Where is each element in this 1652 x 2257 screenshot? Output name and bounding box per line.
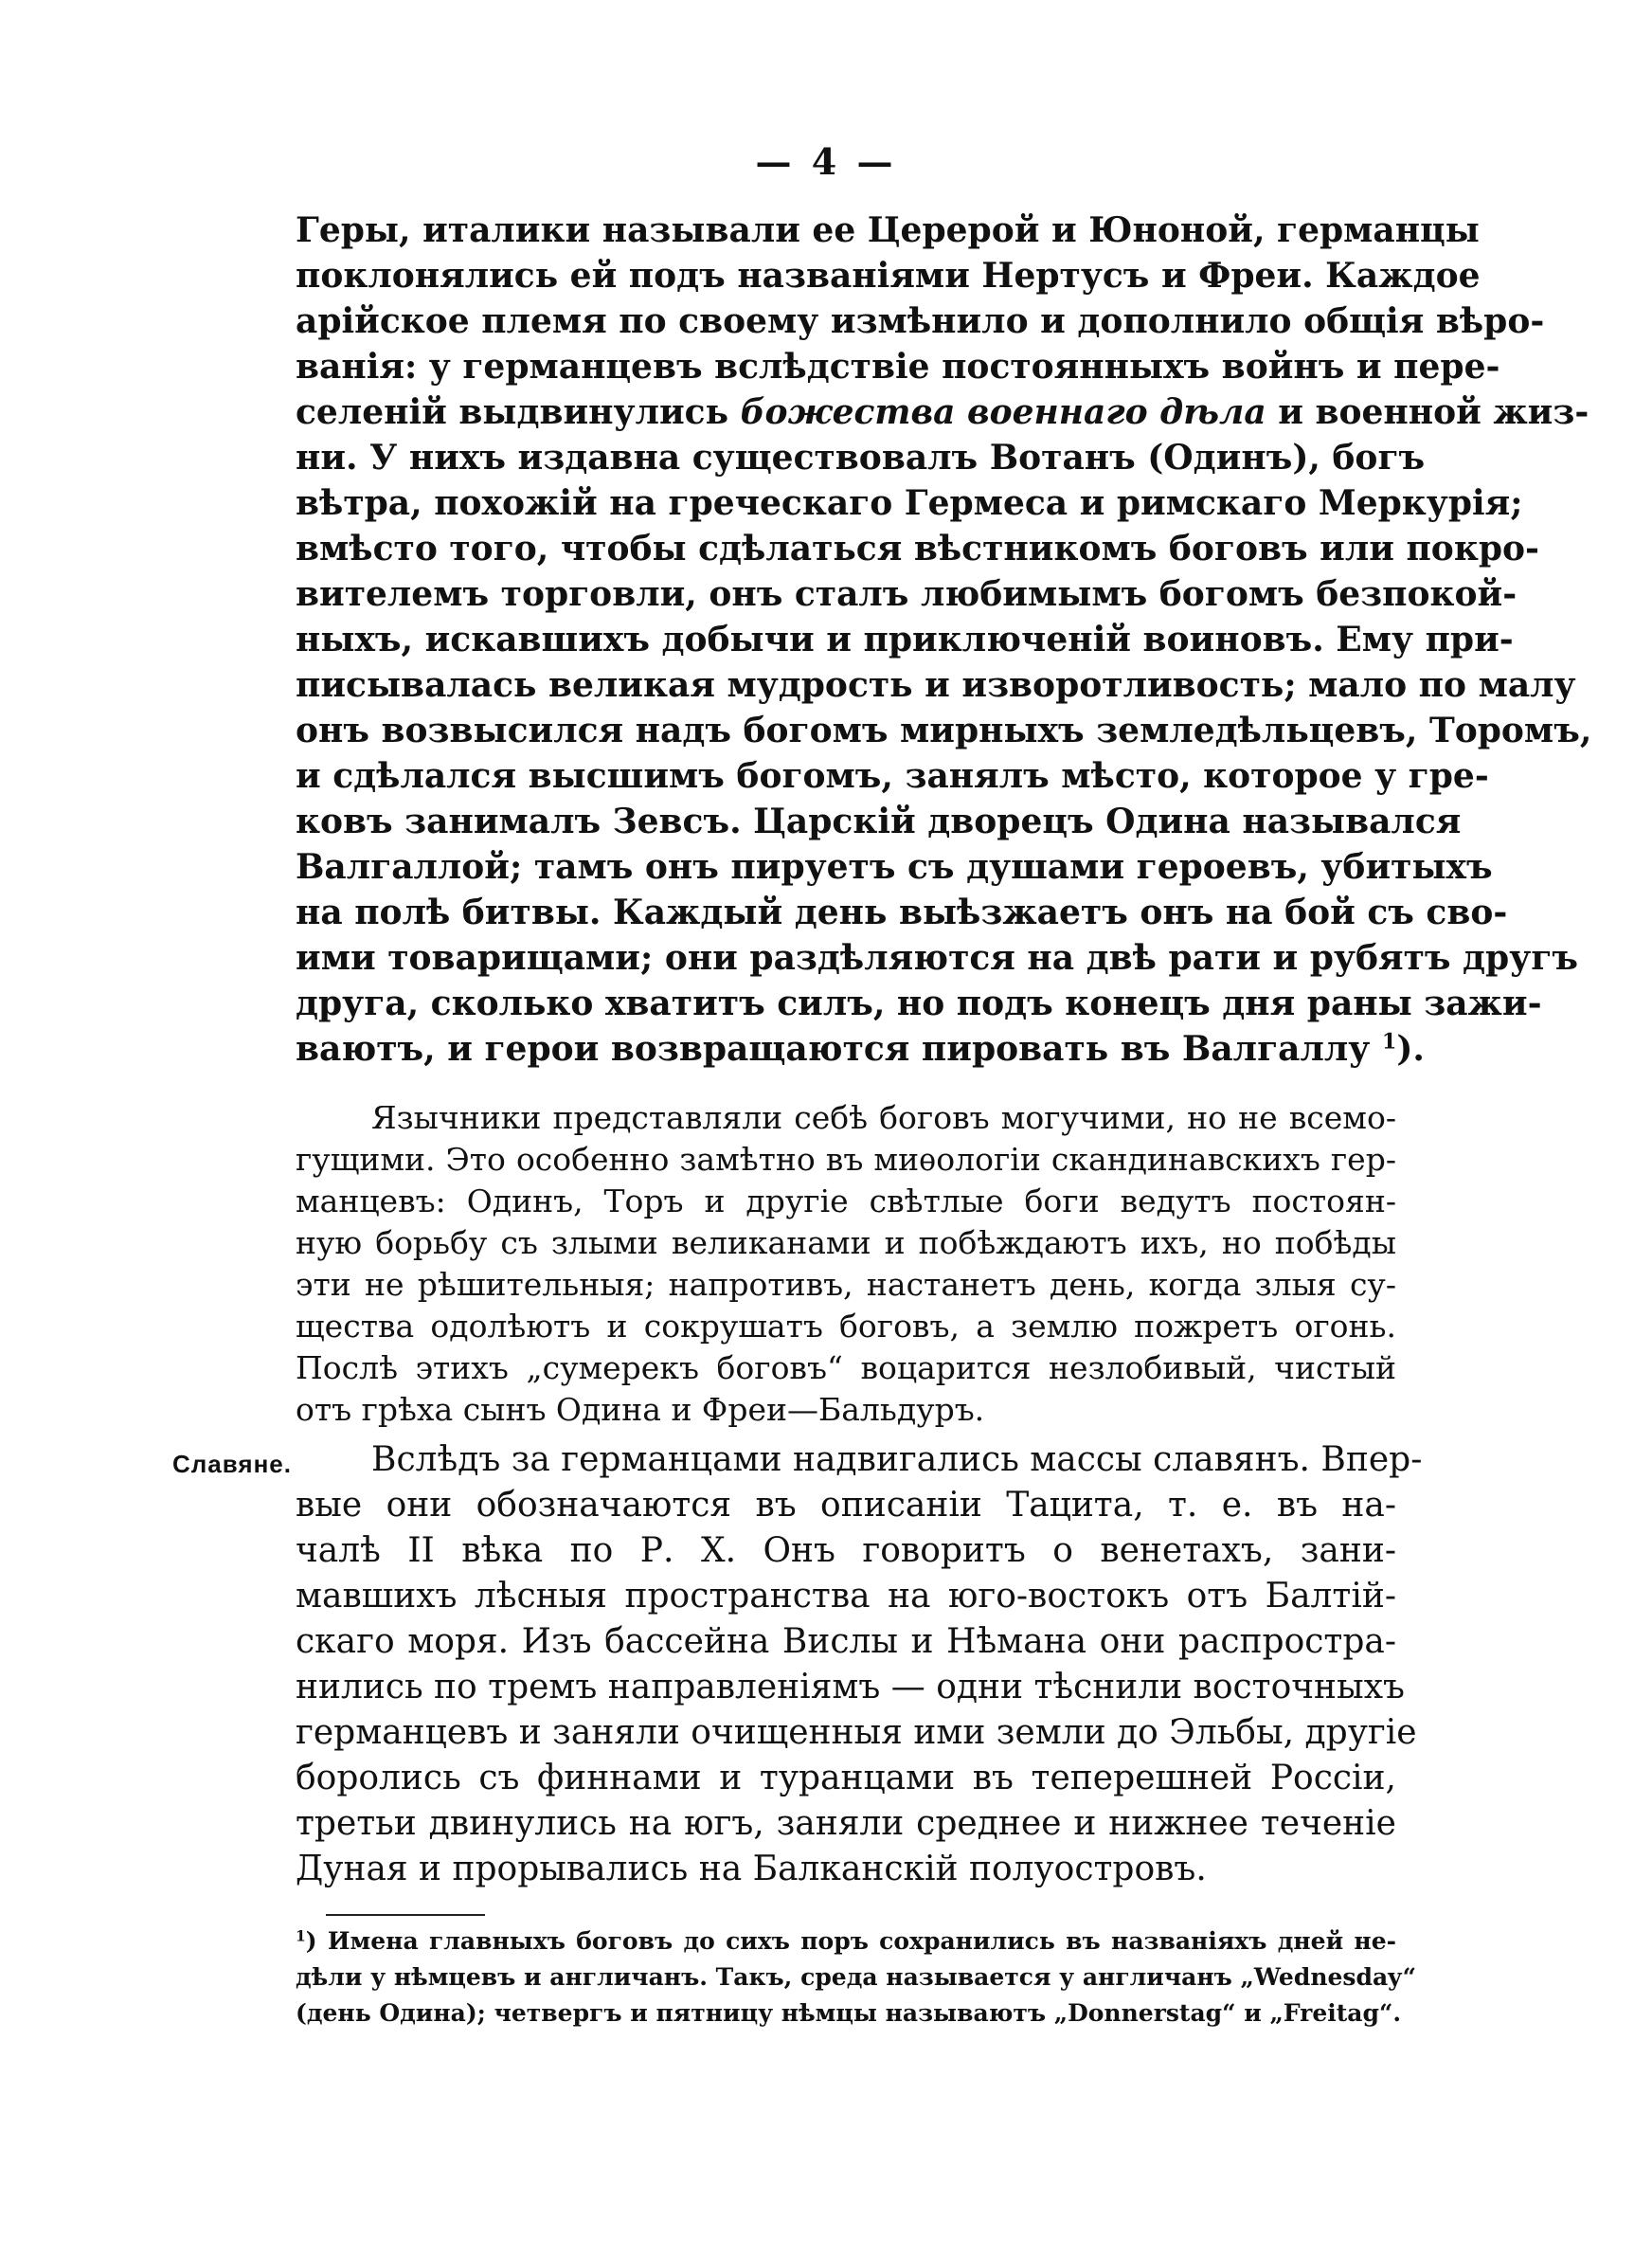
- text-line: Послѣ этихъ „сумерекъ боговъ“ воцарится незлобивый, чистый: [296, 1349, 1396, 1386]
- text-line-with-footnote-ref: [296, 1029, 1425, 1069]
- text-segment: ) Имена главныхъ боговъ до сихъ поръ сохранились въ названіяхъ дней не-: [305, 1927, 1396, 1955]
- text-line: ную борьбу съ злыми великанами и побѣждаютъ ихъ, но побѣды: [296, 1224, 1396, 1261]
- text-line-with-italic: [296, 392, 1589, 432]
- text-line: и сдѣлался высшимъ богомъ, занялъ мѣсто, которое у гре-: [296, 756, 1489, 796]
- text-line: вителемъ торговли, онъ сталъ любимымъ богомъ безпокой-: [296, 574, 1517, 614]
- text-line: на полѣ битвы. Каждый день выѣзжаетъ онъ на бой съ сво-: [296, 893, 1508, 932]
- margin-note-slavs: Славяне.: [172, 1450, 292, 1478]
- footnote-divider: [326, 1914, 485, 1916]
- text-line: третьи двинулись на югъ, заняли среднее и нижнее теченіе: [296, 1804, 1396, 1843]
- text-line: поклонялись ей подъ названіями Нертусъ и Фреи. Каждое: [296, 256, 1481, 296]
- text-segment: ).: [1396, 1029, 1425, 1069]
- text-line: скаго моря. Изъ бассейна Вислы и Нѣмана они распростра-: [296, 1622, 1396, 1661]
- page-number: — 4 —: [755, 140, 897, 183]
- text-segment: и военной жиз-: [1278, 392, 1589, 432]
- text-line: ни. У нихъ издавна существовалъ Вотанъ (Одинъ), богъ: [296, 438, 1426, 478]
- text-line: ныхъ, искавшихъ добычи и приключеній воиновъ. Ему при-: [296, 620, 1514, 659]
- text-line: писывалась великая мудрость и изворотливость; мало по малу: [296, 665, 1576, 705]
- text-line: ими товарищами; они раздѣляются на двѣ рати и рубятъ другъ: [296, 938, 1578, 978]
- footnote-line: (день Одина); четвергъ и пятницу нѣмцы называютъ „Donnerstag“ и „Freitag“.: [296, 1999, 1402, 2027]
- text-line: эти не рѣшительныя; напротивъ, настанетъ день, когда злыя су-: [296, 1266, 1396, 1303]
- text-line: вмѣсто того, чтобы сдѣлаться вѣстникомъ боговъ или покро-: [296, 529, 1539, 569]
- italic-phrase: божества военнаго дѣла: [740, 392, 1266, 432]
- text-segment: селеній выдвинулись: [296, 392, 729, 432]
- text-line: арійское племя по своему измѣнило и дополнило общія вѣро-: [296, 301, 1545, 341]
- text-line: мавшихъ лѣсныя пространства на юго-востокъ отъ Балтій-: [296, 1577, 1396, 1616]
- footnote-line: [296, 1927, 1396, 1955]
- text-line: вые они обозначаются въ описаніи Тацита, т. е. въ на-: [296, 1486, 1396, 1525]
- text-line: ванія: у германцевъ вслѣдствіе постоянныхъ войнъ и пере-: [296, 347, 1500, 387]
- text-line: манцевъ: Одинъ, Торъ и другіе свѣтлые боги ведутъ постоян-: [296, 1183, 1396, 1219]
- footnote-marker: 1: [296, 1926, 306, 1945]
- text-line: друга, сколько хватитъ силъ, но подъ конецъ дня раны зажи-: [296, 984, 1542, 1023]
- text-segment: ваютъ, и герои возвращаются пировать въ Валгаллу: [296, 1029, 1371, 1069]
- text-line: Валгаллой; тамъ онъ пируетъ съ душами героевъ, убитыхъ: [296, 847, 1493, 887]
- footnote-line: дѣли у нѣмцевъ и англичанъ. Такъ, среда называется у англичанъ „Wednesday“: [296, 1963, 1416, 1991]
- text-line: Язычники представляли себѣ боговъ могучими, но не всемо-: [371, 1099, 1396, 1136]
- text-line: Дуная и прорывались на Балканскій полуостровъ.: [296, 1850, 1207, 1888]
- text-line: гущими. Это особенно замѣтно въ миѳологіи скандинавскихъ гер-: [296, 1141, 1396, 1178]
- text-line: чалѣ II вѣка по Р. Х. Онъ говоритъ о венетахъ, зани-: [296, 1531, 1396, 1570]
- text-line: ковъ занималъ Зевсъ. Царскій дворецъ Одина назывался: [296, 802, 1462, 841]
- text-line: онъ возвысился надъ богомъ мирныхъ земледѣльцевъ, Торомъ,: [296, 711, 1592, 750]
- footnote-reference: 1: [1381, 1029, 1397, 1055]
- text-line: вѣтра, похожій на греческаго Гермеса и римскаго Меркурія;: [296, 483, 1523, 523]
- text-line: щества одолѣютъ и сокрушатъ боговъ, а землю пожретъ огонь.: [296, 1308, 1396, 1345]
- text-line: Вслѣдъ за германцами надвигались массы славянъ. Впер-: [371, 1440, 1423, 1479]
- text-line: отъ грѣха сынъ Одина и Фреи—Бальдуръ.: [296, 1391, 985, 1428]
- text-line: нились по тремъ направленіямъ — одни тѣснили восточныхъ: [296, 1668, 1405, 1706]
- text-line: германцевъ и заняли очищенныя ими земли до Эльбы, другіе: [296, 1713, 1417, 1752]
- text-line: Геры, италики называли ее Церерой и Юноной, германцы: [296, 210, 1480, 250]
- text-line: боролись съ финнами и туранцами въ теперешней Россіи,: [296, 1759, 1396, 1797]
